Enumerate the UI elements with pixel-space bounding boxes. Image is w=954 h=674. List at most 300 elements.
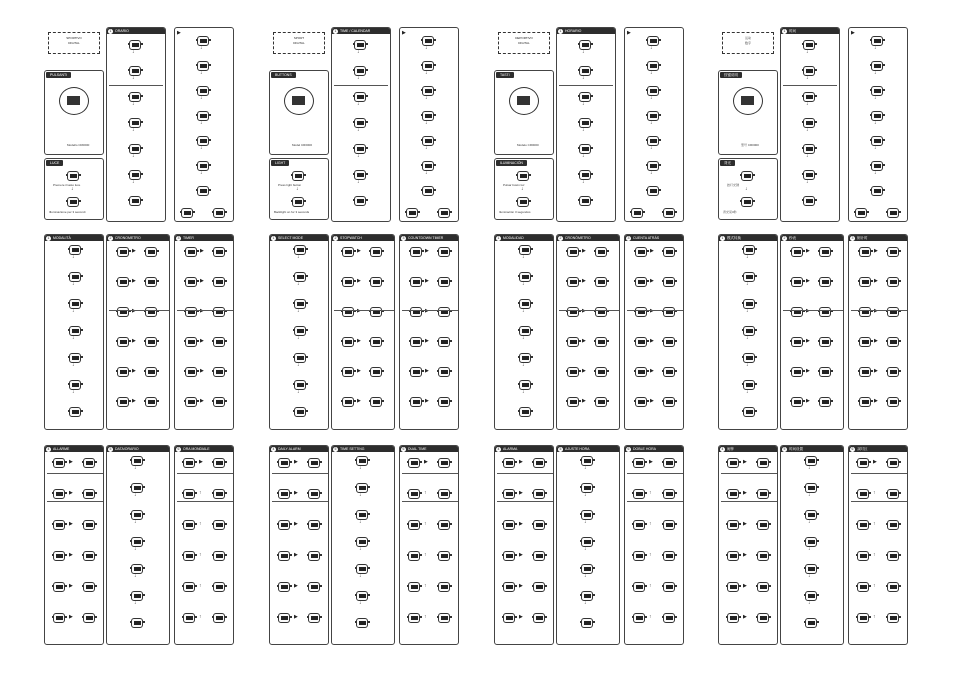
right-arrow-icon: ▶ [806,308,810,314]
watch-display-icon [519,326,531,336]
watch-display-icon [185,307,197,317]
display-screen [650,39,657,43]
right-arrow-icon: ▶ [743,583,747,589]
down-arrow-icon: ↓ [359,519,362,525]
section-title: MODALIDAD [503,236,524,240]
section-number-badge: 4 [497,446,500,451]
right-arrow-icon: ↑ [424,614,427,620]
display-screen [411,492,418,496]
display-screen [56,492,63,496]
watch-display-icon [663,458,675,468]
display-screen [441,280,448,284]
light-title-text: ILUMINACIÓN [500,161,523,165]
watch-display-icon [294,272,306,282]
watch-display-icon [438,247,450,257]
watch-display-icon [278,458,290,468]
section-number-badge: 2 [109,235,112,240]
right-arrow-icon: ▶ [582,368,586,374]
right-arrow-icon: ▶ [69,614,73,620]
right-arrow-icon: ▶ [743,490,747,496]
section-panel-6 [174,445,234,645]
display-screen [359,594,366,598]
divider [627,473,683,474]
watch-display-icon [633,458,645,468]
section-number-badge: 4 [47,446,50,451]
right-arrow-icon: ▶ [69,583,73,589]
display-screen [86,616,93,620]
display-screen [70,174,77,178]
section-number-badge: 5 [109,446,112,451]
section-number-badge: 6 [627,446,630,451]
section-number-badge: 6 [851,446,854,451]
display-screen [806,95,813,99]
display-screen [373,400,380,404]
section-number-badge: 2 [783,235,786,240]
display-screen [794,340,801,344]
down-arrow-icon: ↓ [746,389,749,395]
watch-display-icon [145,337,157,347]
divider [783,310,843,311]
watch-display-icon [819,397,831,407]
watch-display-icon [579,40,591,50]
display-screen [216,340,223,344]
display-screen [281,461,288,465]
display-screen [148,340,155,344]
watch-display-icon [859,277,871,287]
watch-display-icon [757,458,769,468]
display-screen [730,492,737,496]
watch-display-icon [408,613,420,623]
section-header [719,235,778,241]
watch-display-icon [663,613,675,623]
down-arrow-icon: ↓ [72,362,75,368]
section-title: ORA MONDIALE [183,447,210,451]
watch-display-icon [408,582,420,592]
display-screen [638,310,645,314]
play-arrow-icon: ▶ [402,30,406,36]
logo-line-1: SPORTIVO [66,36,82,40]
right-arrow-icon: ▶ [874,338,878,344]
display-screen [520,200,527,204]
display-screen [120,370,127,374]
right-arrow-icon: ▶ [650,398,654,404]
watch-display-icon [791,277,803,287]
display-screen [760,554,767,558]
watch-display-icon [183,489,195,499]
watch-display-icon [308,613,320,623]
watch-display-icon [647,111,659,121]
section-header [400,235,459,241]
time-panel [106,27,166,222]
watch-display-icon [533,551,545,561]
watch-display-icon [567,277,579,287]
section-number-badge: 5 [783,446,786,451]
watch-display-icon [663,367,675,377]
section-header [270,446,329,452]
watch-display-icon [197,61,209,71]
display-screen [890,370,897,374]
watch-display-icon [533,520,545,530]
display-screen [570,280,577,284]
down-arrow-icon: ↓ [200,145,203,151]
display-screen [874,139,881,143]
watch-display-icon [438,582,450,592]
watch-display-icon [213,208,225,218]
section-header [107,235,170,241]
display-screen [584,540,591,544]
watch-display-icon [342,367,354,377]
watch-display-icon [422,86,434,96]
down-arrow-icon: ↓ [584,492,587,498]
watch-display-icon [69,407,81,417]
display-screen [890,310,897,314]
section-number-badge: 3 [627,235,630,240]
watch-display-icon [757,520,769,530]
down-arrow-icon: ↓ [874,95,877,101]
display-screen [638,340,645,344]
watch-display-icon [294,407,306,417]
logo-line-2: DIGITAL [518,41,530,45]
display-screen [186,492,193,496]
down-arrow-icon: ↓ [134,573,137,579]
watch-display-icon [69,380,81,390]
right-arrow-icon: ▶ [650,338,654,344]
right-arrow-icon: ▶ [519,583,523,589]
watch-display-icon [354,144,366,154]
display-screen [56,554,63,558]
display-screen [536,523,543,527]
watch-front-icon [59,87,89,115]
down-arrow-icon: ↓ [72,335,75,341]
watch-display-icon [354,40,366,50]
watch-display-icon [354,118,366,128]
display-screen [281,523,288,527]
down-arrow-icon: ↓ [425,95,428,101]
watch-display-icon [857,551,869,561]
watch-display-icon [887,520,899,530]
watch-display-icon [663,337,675,347]
watch-display-icon [308,520,320,530]
display-screen [72,410,79,414]
down-arrow-icon: ↓ [357,179,360,185]
section-title: DUAL TIME [408,447,427,451]
down-arrow-icon: ↓ [584,465,587,471]
down-arrow-icon: ↓ [134,600,137,606]
section-panel-3 [399,234,459,430]
display-screen [413,310,420,314]
watch-display-icon [356,537,368,547]
divider [109,310,169,311]
display-screen [506,461,513,465]
watch-display-icon [743,353,755,363]
right-arrow-icon: ▶ [519,490,523,496]
display-screen [56,523,63,527]
section-title: 倒计时 [857,236,868,240]
display-screen [744,200,751,204]
watch-display-icon [53,582,65,592]
watch-display-icon [859,397,871,407]
watch-display-icon [647,36,659,46]
section-header [557,28,616,34]
display-screen [441,340,448,344]
display-screen [200,139,207,143]
display-screen [134,486,141,490]
display-screen [345,250,352,254]
watch-display-icon [213,247,225,257]
display-screen [584,567,591,571]
watch-display-icon [743,245,755,255]
watch-display-icon [410,307,422,317]
time-setting-panel [848,27,908,222]
watch-display-icon [579,144,591,154]
buttons-panel [718,70,778,155]
watch-display-icon [791,247,803,257]
light-caption-2: Backlight on for 3 seconds [274,210,310,214]
divider [402,310,458,311]
down-arrow-icon: ↓ [297,281,300,287]
right-arrow-icon: ▶ [425,308,429,314]
display-screen [666,492,673,496]
watch-display-icon [67,197,79,207]
display-screen [56,585,63,589]
watch-display-icon [129,92,141,102]
watch-display-icon [857,489,869,499]
watch-display-icon [803,170,815,180]
watch-display-icon [213,551,225,561]
section-header [400,446,459,452]
watch-display-icon [791,367,803,377]
section-title: TIME SETTING [340,447,365,451]
display-screen [794,310,801,314]
display-screen [860,554,867,558]
down-arrow-icon: ↓ [522,389,525,395]
right-arrow-icon: ↑ [424,490,427,496]
watch-display-icon [579,170,591,180]
watch-display-icon [887,458,899,468]
display-screen [186,523,193,527]
down-arrow-icon: ↓ [874,45,877,51]
display-screen [806,43,813,47]
light-caption-2: Iluminación 3 segundos [499,210,531,214]
watch-display-icon [727,551,739,561]
down-arrow-icon: ↓ [806,179,809,185]
watch-display-icon [579,66,591,76]
right-arrow-icon: ▶ [806,398,810,404]
watch-display-icon [741,171,753,181]
logo-line-2: DIGITAL [68,41,80,45]
display-screen [890,585,897,589]
display-screen [650,189,657,193]
watch-front-icon [284,87,314,115]
time-panel [780,27,840,222]
display-screen [148,280,155,284]
watch-display-icon [663,520,675,530]
display-screen [636,585,643,589]
right-arrow-icon: ↑ [649,583,652,589]
watch-display-icon [278,489,290,499]
down-arrow-icon: ↓ [132,75,135,81]
display-screen [650,89,657,93]
display-screen [570,340,577,344]
watch-display-icon [517,171,529,181]
display-screen [186,616,193,620]
display-screen [120,250,127,254]
display-screen [311,585,318,589]
section-title: HORARIO [565,29,582,33]
watch-display-icon [819,337,831,347]
display-screen [441,585,448,589]
display-screen [890,400,897,404]
watch-display-icon [519,380,531,390]
down-arrow-icon: ↓ [746,281,749,287]
watch-display-icon [356,456,368,466]
display-screen [666,523,673,527]
section-panel-4 [494,445,554,645]
watch-display-icon [803,118,815,128]
logo-line-1: 运动 [744,36,751,40]
display-screen [806,199,813,203]
right-arrow-icon: ▶ [69,521,73,527]
section-title: CUENTA ATRÁS [633,236,660,240]
watch-display-icon [533,613,545,623]
display-screen [132,173,139,177]
display-screen [425,39,432,43]
watch-display-icon [647,161,659,171]
watch-display-icon [145,307,157,317]
section-header [719,446,778,452]
display-screen [132,69,139,73]
watch-display-icon [129,66,141,76]
watch-display-icon [727,613,739,623]
light-caption-1: Press light button [278,183,302,187]
watch-display-icon [356,564,368,574]
down-arrow-icon: ↓ [297,254,300,260]
down-arrow-icon: ↓ [746,254,749,260]
display-screen [746,383,753,387]
display-screen [216,616,223,620]
light-caption-2: 背光亮3秒 [723,210,737,214]
buttons-title [271,72,296,78]
watch-display-icon [579,92,591,102]
down-arrow-icon: ↓ [200,95,203,101]
down-arrow-icon: ↓ [522,281,525,287]
display-screen [72,302,79,306]
display-screen [216,492,223,496]
right-arrow-icon: ▶ [294,459,298,465]
watch-display-icon [408,458,420,468]
watch-display-icon [53,520,65,530]
display-screen [634,211,641,215]
display-screen [794,370,801,374]
watch-display-icon [197,186,209,196]
display-screen [345,400,352,404]
display-screen [297,410,304,414]
right-arrow-icon: ↑ [424,552,427,558]
watch-display-icon [663,277,675,287]
watch-display-icon [581,456,593,466]
watch-display-icon [859,367,871,377]
section-number-badge: 1 [783,28,786,33]
watch-display-icon [743,407,755,417]
display-screen [441,616,448,620]
display-screen [536,461,543,465]
display-screen [86,523,93,527]
watch-display-icon [278,520,290,530]
watch-display-icon [887,397,899,407]
right-arrow-icon: ↑ [649,614,652,620]
display-screen [345,310,352,314]
display-screen [359,486,366,490]
divider [627,310,683,311]
watch-display-icon [805,456,817,466]
section-number-badge: 1 [334,28,337,33]
watch-display-icon [803,144,815,154]
display-screen [636,523,643,527]
right-arrow-icon: ▶ [874,248,878,254]
right-arrow-icon: ▶ [519,459,523,465]
down-arrow-icon: ↓ [132,179,135,185]
section-title: AJUSTE HORA [565,447,590,451]
display-screen [806,147,813,151]
watch-display-icon [871,186,883,196]
watch-display-icon [633,551,645,561]
watch-display-icon [410,247,422,257]
down-arrow-icon: ↓ [808,492,811,498]
display-screen [890,461,897,465]
section-header [270,235,329,241]
display-screen [200,114,207,118]
down-arrow-icon: ↓ [425,70,428,76]
right-arrow-icon: ↑ [649,552,652,558]
model-number: 型号 CR0000 [741,143,759,147]
display-screen [345,280,352,284]
right-arrow-icon: ▶ [743,614,747,620]
display-screen [638,280,645,284]
watch-display-icon [859,247,871,257]
watch-display-icon [69,272,81,282]
watch-front-icon [733,87,763,115]
time-setting-panel [174,27,234,222]
down-arrow-icon: ↓ [297,362,300,368]
section-title: STOPWATCH [340,236,362,240]
section-panel-2 [331,234,395,430]
down-arrow-icon: ↓ [357,101,360,107]
section-header [332,235,395,241]
display-screen [359,540,366,544]
watch-display-icon [803,66,815,76]
display-screen [794,280,801,284]
display-screen [760,461,767,465]
watch-display-icon [503,551,515,561]
logo-line-2: DIGITAL [293,41,305,45]
display-screen [72,329,79,333]
watch-display-icon [370,397,382,407]
down-arrow-icon: ↓ [521,186,524,192]
watch-display-icon [213,613,225,623]
down-arrow-icon: ↓ [357,153,360,159]
down-arrow-icon: ↓ [806,153,809,159]
watch-display-icon [567,247,579,257]
watch-display-icon [633,613,645,623]
down-arrow-icon: ↓ [357,75,360,81]
watch-display-icon [213,489,225,499]
right-arrow-icon: ▶ [874,368,878,374]
down-arrow-icon: ↓ [134,546,137,552]
watch-display-icon [422,61,434,71]
watch-face [292,96,305,105]
watch-display-icon [581,564,593,574]
display-screen [281,585,288,589]
